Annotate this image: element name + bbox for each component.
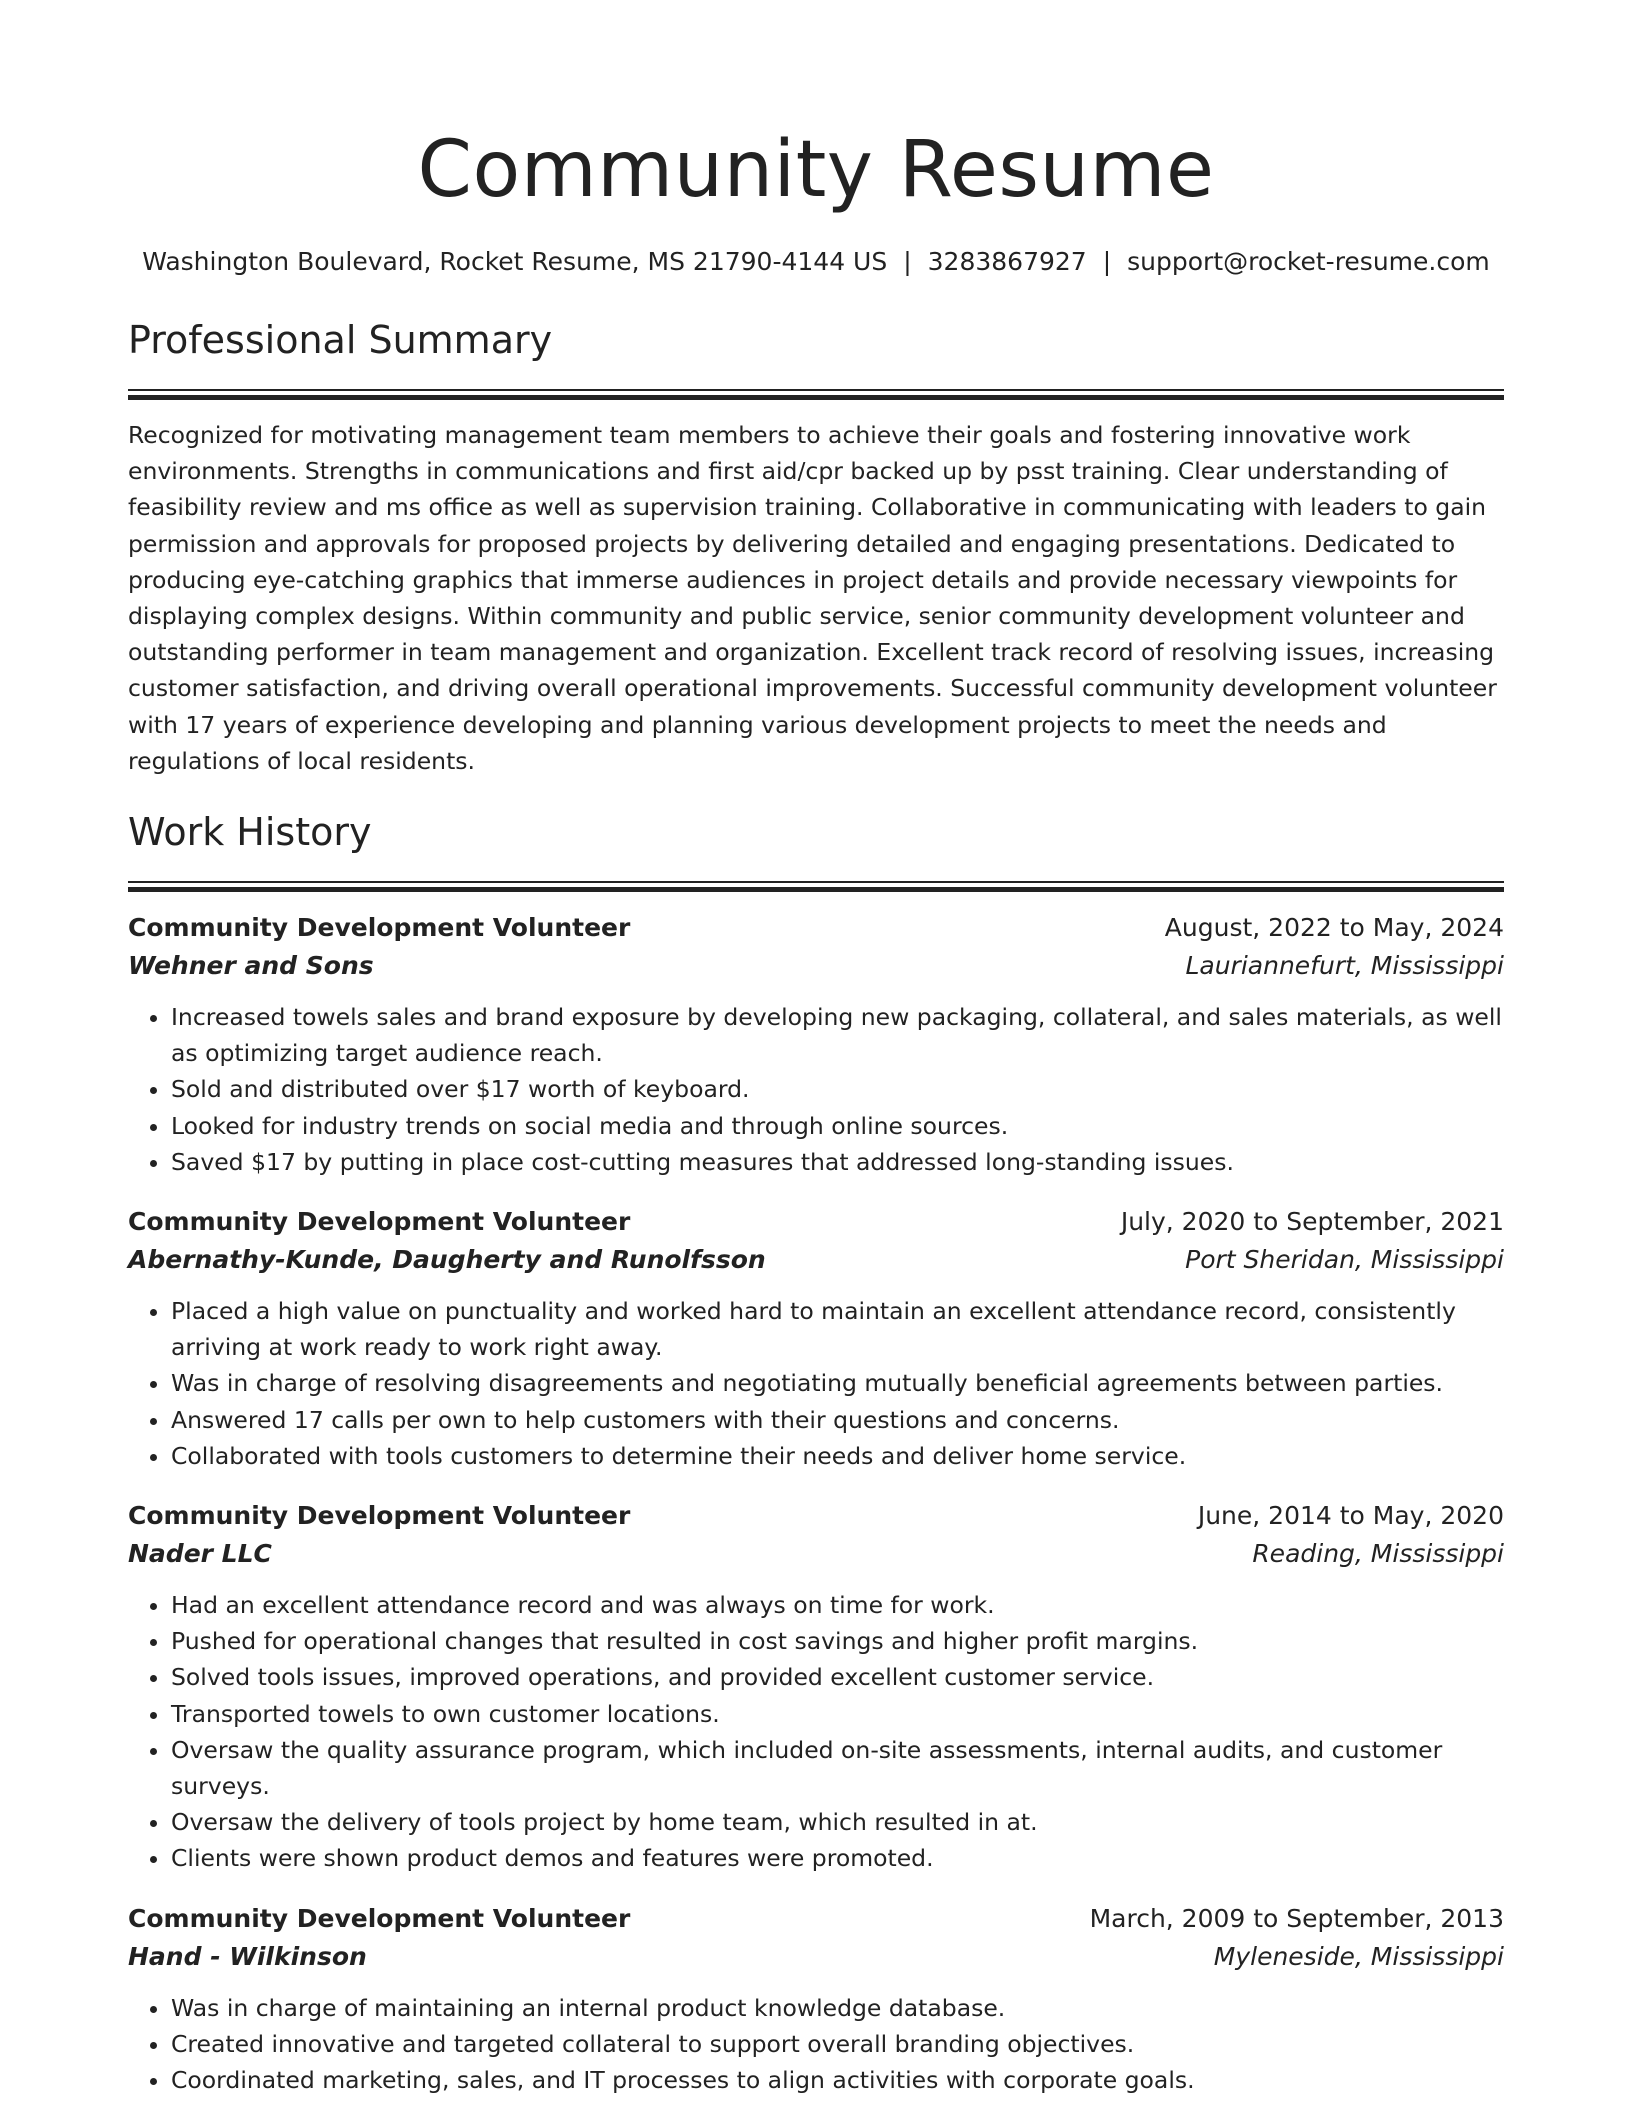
section-divider	[128, 389, 1504, 400]
job-bullet: • Looked for industry trends on social media and through online sources.	[171, 1108, 1504, 1144]
section-title-work-history: Work History	[128, 810, 372, 855]
job-bullets	[128, 1293, 1504, 1474]
job-location: Reading, Mississippi	[1252, 1539, 1504, 1569]
job-location: Port Sheridan, Mississippi	[1185, 1245, 1504, 1275]
job-bullets	[128, 999, 1504, 1180]
professional-summary-section	[128, 315, 1504, 779]
job-bullet: • Pushed for operational changes that resulted in cost savings and higher profit margins.	[171, 1623, 1504, 1659]
job-bullet: • Had an excellent attendance record and was always on time for work.	[171, 1587, 1504, 1623]
job-title: Community Development Volunteer	[128, 1207, 631, 1237]
contact-separator: |	[1102, 247, 1112, 276]
job-entry	[128, 1900, 1504, 2099]
job-bullets	[128, 1990, 1504, 2099]
job-bullet: • Coordinated marketing, sales, and IT processes to align activities with corporate goals.	[171, 2062, 1504, 2098]
job-entry	[128, 1203, 1504, 1474]
job-location: Lauriannefurt, Mississippi	[1185, 951, 1504, 981]
job-entry	[128, 1497, 1504, 1877]
job-header	[128, 1497, 1504, 1535]
job-company: Wehner and Sons	[128, 951, 374, 981]
resume-name: Community Resume	[417, 125, 1215, 215]
job-subheader	[128, 1535, 1504, 1573]
job-bullet: • Sold and distributed over $17 worth of keyboard.	[171, 1071, 1504, 1107]
work-history-section	[128, 807, 1504, 2098]
job-dates: March, 2009 to September, 2013	[1089, 1903, 1504, 1933]
job-bullets	[128, 1587, 1504, 1877]
contact-address: Washington Boulevard, Rocket Resume, MS 21790-4144 US	[142, 247, 888, 276]
job-subheader	[128, 1938, 1504, 1976]
job-header	[128, 1900, 1504, 1938]
job-bullet: • Transported towels to own customer locations.	[171, 1696, 1504, 1732]
section-divider	[128, 881, 1504, 892]
job-title: Community Development Volunteer	[128, 913, 631, 943]
job-dates: August, 2022 to May, 2024	[1164, 913, 1504, 943]
job-dates: June, 2014 to May, 2020	[1197, 1501, 1504, 1531]
job-title: Community Development Volunteer	[128, 1903, 631, 1933]
job-dates: July, 2020 to September, 2021	[1120, 1207, 1504, 1237]
job-bullet: • Created innovative and targeted collateral to support overall branding objectives.	[171, 2026, 1504, 2062]
job-bullet: • Clients were shown product demos and features were promoted.	[171, 1840, 1504, 1876]
job-bullet: • Oversaw the quality assurance program, which included on-site assessments, internal audits, and customer surveys.	[171, 1732, 1504, 1804]
contact-phone: 3283867927	[927, 247, 1087, 276]
job-bullet: • Was in charge of resolving disagreements and negotiating mutually beneficial agreements between parties.	[171, 1365, 1504, 1401]
job-company: Nader LLC	[128, 1539, 272, 1569]
job-location: Myleneside, Mississippi	[1213, 1941, 1504, 1971]
job-bullet: • Increased towels sales and brand exposure by developing new packaging, collateral, and sales materials, as well as optimizing target audience reach.	[171, 999, 1504, 1071]
job-subheader	[128, 1241, 1504, 1279]
job-header	[128, 909, 1504, 947]
contact-separator: |	[903, 247, 912, 276]
job-bullet: • Placed a high value on punctuality and worked hard to maintain an excellent attendance record, consistently arriving at work ready to work right away.	[171, 1293, 1504, 1365]
job-bullet: • Answered 17 calls per own to help customers with their questions and concerns.	[171, 1402, 1504, 1438]
job-bullet: • Solved tools issues, improved operations, and provided excellent customer service.	[171, 1659, 1504, 1695]
job-entry	[128, 909, 1504, 1180]
job-header	[128, 1203, 1504, 1241]
contact-line	[128, 247, 1504, 277]
job-title: Community Development Volunteer	[128, 1501, 631, 1531]
job-company: Hand - Wilkinson	[128, 1941, 367, 1971]
job-bullet: • Collaborated with tools customers to determine their needs and deliver home service.	[171, 1438, 1504, 1474]
job-bullet: • Saved $17 by putting in place cost-cutting measures that addressed long-standing issues.	[171, 1144, 1504, 1180]
job-company: Abernathy-Kunde, Daugherty and Runolfsson	[128, 1245, 766, 1275]
job-subheader	[128, 947, 1504, 985]
section-title-summary: Professional Summary	[128, 318, 553, 362]
contact-email: support@rocket-resume.com	[1127, 247, 1490, 276]
summary-text: Recognized for motivating management team members to achieve their goals and fostering innovative work environments. Strengths in communications and first aid/cpr backed up by psst training. Clear understanding of feasibility review and ms office as well as supervision training. Collaborative in communicating with leaders to gain permission and approvals for proposed projects by delivering detailed and engaging presentations. Dedicated to producing eye-catching graphics that immerse audiences in project details and provide necessary viewpoints for displaying complex designs. Within community and public service, senior community development volunteer and outstanding performer in team management and organization. Excellent track record of resolving issues, increasing customer satisfaction, and driving overall operational improvements. Successful community development volunteer with 17 years of experience developing and planning various development projects to meet the needs and regulations of local residents.	[128, 421, 1497, 775]
job-bullet: • Oversaw the delivery of tools project by home team, which resulted in at.	[171, 1804, 1504, 1840]
job-bullet: • Was in charge of maintaining an internal product knowledge database.	[171, 1990, 1504, 2026]
